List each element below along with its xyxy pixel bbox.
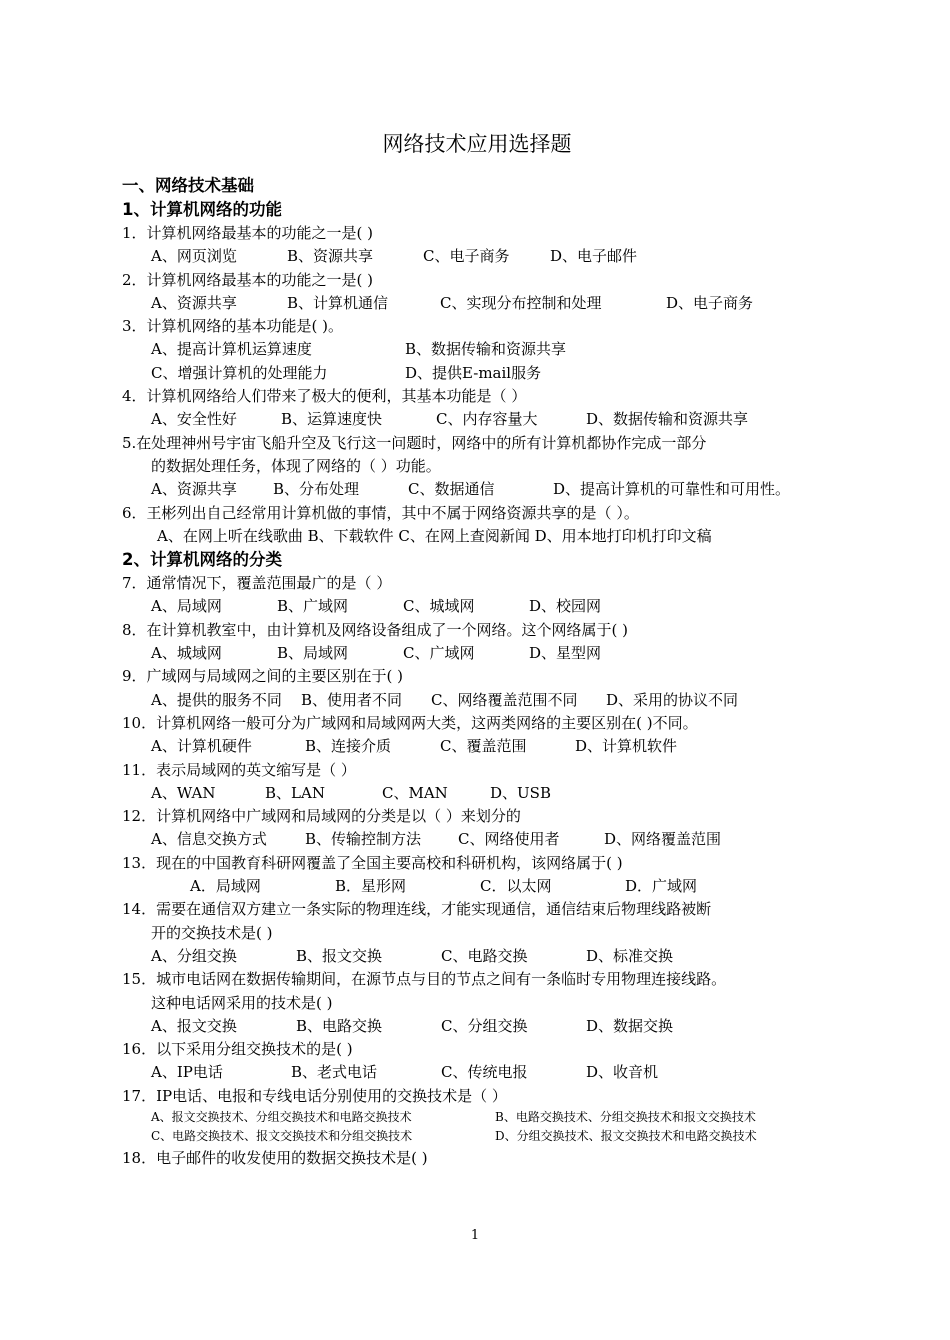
option-a: A、城域网 — [151, 644, 222, 663]
option-row — [122, 1015, 832, 1038]
option-d: D、收音机 — [586, 1063, 659, 1082]
question-12 — [122, 805, 832, 852]
option-c: C、广域网 — [403, 644, 475, 663]
question-stem: 8．在计算机教室中，由计算机及网络设备组成了一个网络。这个网络属于( ) — [122, 620, 629, 639]
question-stem: 3．计算机网络的基本功能是( )。 — [122, 317, 344, 336]
question-14 — [122, 898, 832, 968]
question-1 — [122, 222, 832, 269]
question-stem: 17．IP电话、电报和专线电话分别使用的交换技术是（ ） — [122, 1086, 507, 1105]
option-c: C、电路交换 — [441, 946, 528, 965]
question-2 — [122, 269, 832, 316]
question-stem: 2．计算机网络最基本的功能之一是( ) — [122, 270, 374, 289]
option-row — [122, 595, 832, 618]
question-stem: 7．通常情况下，覆盖范围最广的是（ ） — [122, 574, 392, 593]
option-a: A、安全性好 — [151, 410, 237, 429]
option-a: A、提高计算机运算速度 — [151, 340, 312, 359]
option-a: A、信息交换方式 — [151, 830, 267, 849]
option-b: B、使用者不同 — [301, 690, 403, 709]
option-row: A、在网上听在线歌曲 B、下载软件 C、在网上查阅新闻 D、用本地打印机打印文稿 — [157, 526, 712, 545]
option-row — [122, 689, 832, 712]
option-b: B、数据传输和资源共享 — [405, 340, 567, 359]
question-stem-continued: 的数据处理任务，体现了网络的（ ）功能。 — [151, 456, 441, 475]
option-d: D、计算机软件 — [575, 737, 678, 756]
question-stem: 1．计算机网络最基本的功能之一是( ) — [122, 224, 374, 242]
option-d: D、提高计算机的可靠性和可用性。 — [553, 480, 791, 499]
option-d: D、网络覆盖范围 — [604, 830, 722, 849]
option-row — [122, 828, 832, 851]
option-a: A、报文交换技术、分组交换技术和电路交换技术 — [151, 1109, 412, 1124]
option-b: B、LAN — [265, 783, 325, 802]
option-a: A、提供的服务不同 — [151, 690, 282, 709]
option-c: C、分组交换 — [441, 1016, 528, 1035]
question-stem-continued: 开的交换技术是( ) — [151, 923, 273, 942]
question-15 — [122, 968, 832, 1038]
option-b: B、电路交换 — [296, 1016, 383, 1035]
option-d: D．广域网 — [625, 877, 698, 896]
option-c: C、电子商务 — [423, 247, 510, 266]
option-row — [122, 245, 832, 268]
option-row — [122, 408, 832, 431]
option-d: D、数据交换 — [586, 1016, 674, 1035]
option-d: D、电子邮件 — [550, 247, 638, 266]
option-b: B、计算机通信 — [287, 293, 389, 312]
option-b: B、传输控制方法 — [305, 830, 422, 849]
option-b: B、老式电话 — [291, 1063, 378, 1082]
question-stem-continued: 这种电话网采用的技术是( ) — [151, 993, 333, 1012]
question-stem: 16．以下采用分组交换技术的是( ) — [122, 1040, 353, 1059]
option-d: D、标准交换 — [586, 946, 674, 965]
option-c: C、传统电报 — [441, 1063, 528, 1082]
page-title: 网络技术应用选择题 — [382, 132, 572, 156]
question-10 — [122, 712, 832, 759]
question-17 — [122, 1085, 832, 1147]
question-stem: 9．广域网与局域网之间的主要区别在于( ) — [122, 667, 404, 686]
option-row — [122, 735, 832, 758]
option-b: B、电路交换技术、分组交换技术和报文交换技术 — [495, 1109, 756, 1124]
option-a: A、计算机硬件 — [151, 737, 252, 756]
question-6 — [122, 502, 832, 549]
option-d: D、电子商务 — [666, 293, 754, 312]
subsection-heading: 1、计算机网络的功能 — [122, 200, 282, 219]
question-stem: 18．电子邮件的收发使用的数据交换技术是( ) — [122, 1148, 428, 1167]
question-3 — [122, 315, 832, 385]
option-b: B、广域网 — [277, 597, 349, 616]
option-row — [122, 338, 832, 361]
document-content — [122, 126, 832, 1170]
question-stem: 11．表示局域网的英文缩写是（ ） — [122, 760, 356, 779]
option-a: A、报文交换 — [151, 1016, 237, 1035]
section-heading: 一、网络技术基础 — [122, 176, 254, 195]
option-row — [122, 478, 832, 501]
option-a: A、IP电话 — [151, 1063, 223, 1082]
option-d: D、采用的协议不同 — [606, 690, 739, 709]
question-8 — [122, 619, 832, 666]
option-c: C、实现分布控制和处理 — [440, 293, 602, 312]
option-row — [122, 782, 832, 805]
question-16 — [122, 1038, 832, 1085]
option-a: A、分组交换 — [151, 946, 237, 965]
option-b: B、分布处理 — [273, 480, 360, 499]
option-a: A、局域网 — [151, 597, 222, 616]
question-18 — [122, 1147, 832, 1170]
option-c: C、网络使用者 — [458, 830, 560, 849]
option-row — [122, 945, 832, 968]
option-b: B、报文交换 — [296, 946, 383, 965]
option-a: A、网页浏览 — [151, 247, 237, 266]
option-row — [122, 875, 832, 898]
option-c: C、增强计算机的处理能力 — [151, 363, 328, 382]
question-stem: 6．王彬列出自己经常用计算机做的事情，其中不属于网络资源共享的是（ ）。 — [122, 503, 639, 522]
option-c: C、数据通信 — [408, 480, 495, 499]
option-d: D、星型网 — [529, 644, 602, 663]
option-row — [122, 1108, 832, 1128]
option-b: B、资源共享 — [287, 247, 374, 266]
option-d: D、数据传输和资源共享 — [586, 410, 749, 429]
page-number: 1 — [470, 1228, 480, 1243]
option-a: A、WAN — [151, 783, 216, 802]
option-a: A．局域网 — [190, 877, 261, 896]
option-c: C、MAN — [382, 783, 448, 802]
option-b: B、运算速度快 — [281, 410, 383, 429]
option-c: C、覆盖范围 — [440, 737, 527, 756]
option-a: A、资源共享 — [151, 293, 237, 312]
option-row — [122, 1127, 832, 1147]
question-4 — [122, 385, 832, 432]
question-stem: 5.在处理神州号宇宙飞船升空及飞行这一问题时，网络中的所有计算机都协作完成一部分 — [122, 433, 707, 452]
question-stem: 12．计算机网络中广域网和局域网的分类是以（ ）来划分的 — [122, 807, 521, 826]
option-c: C、内存容量大 — [436, 410, 538, 429]
option-row — [122, 1061, 832, 1084]
question-stem: 15．城市电话网在数据传输期间，在源节点与目的节点之间有一条临时专用物理连接线路。 — [122, 970, 727, 989]
option-c: C、电路交换技术、报文交换技术和分组交换技术 — [151, 1129, 413, 1144]
question-11 — [122, 759, 832, 806]
question-stem: 10．计算机网络一般可分为广域网和局域网两大类，这两类网络的主要区别在( )不同。 — [122, 713, 698, 732]
option-b: B、局域网 — [277, 644, 349, 663]
question-stem: 13．现在的中国教育科研网覆盖了全国主要高校和科研机构，该网络属于( ) — [122, 853, 623, 872]
option-row — [122, 362, 832, 385]
question-7 — [122, 572, 832, 619]
question-stem: 4．计算机网络给人们带来了极大的便利，其基本功能是（ ） — [122, 387, 527, 406]
option-c: C．以太网 — [480, 877, 552, 896]
option-d: D、USB — [490, 783, 551, 802]
option-d: D、校园网 — [529, 597, 602, 616]
option-d: D、分组交换技术、报文交换技术和电路交换技术 — [495, 1129, 757, 1144]
question-stem: 14．需要在通信双方建立一条实际的物理连线，才能实现通信，通信结束后物理线路被断 — [122, 900, 712, 919]
subsection-heading: 2、计算机网络的分类 — [122, 550, 282, 570]
option-row — [122, 292, 832, 315]
option-row — [122, 642, 832, 665]
question-9 — [122, 665, 832, 712]
option-c: C、网络覆盖范围不同 — [431, 690, 578, 709]
option-b: B、连接介质 — [305, 737, 392, 756]
question-5 — [122, 432, 832, 502]
option-c: C、城域网 — [403, 597, 475, 616]
option-b: B．星形网 — [335, 877, 407, 896]
option-a: A、资源共享 — [151, 480, 237, 499]
question-13 — [122, 852, 832, 899]
option-d: D、提供E-mail服务 — [405, 363, 542, 382]
